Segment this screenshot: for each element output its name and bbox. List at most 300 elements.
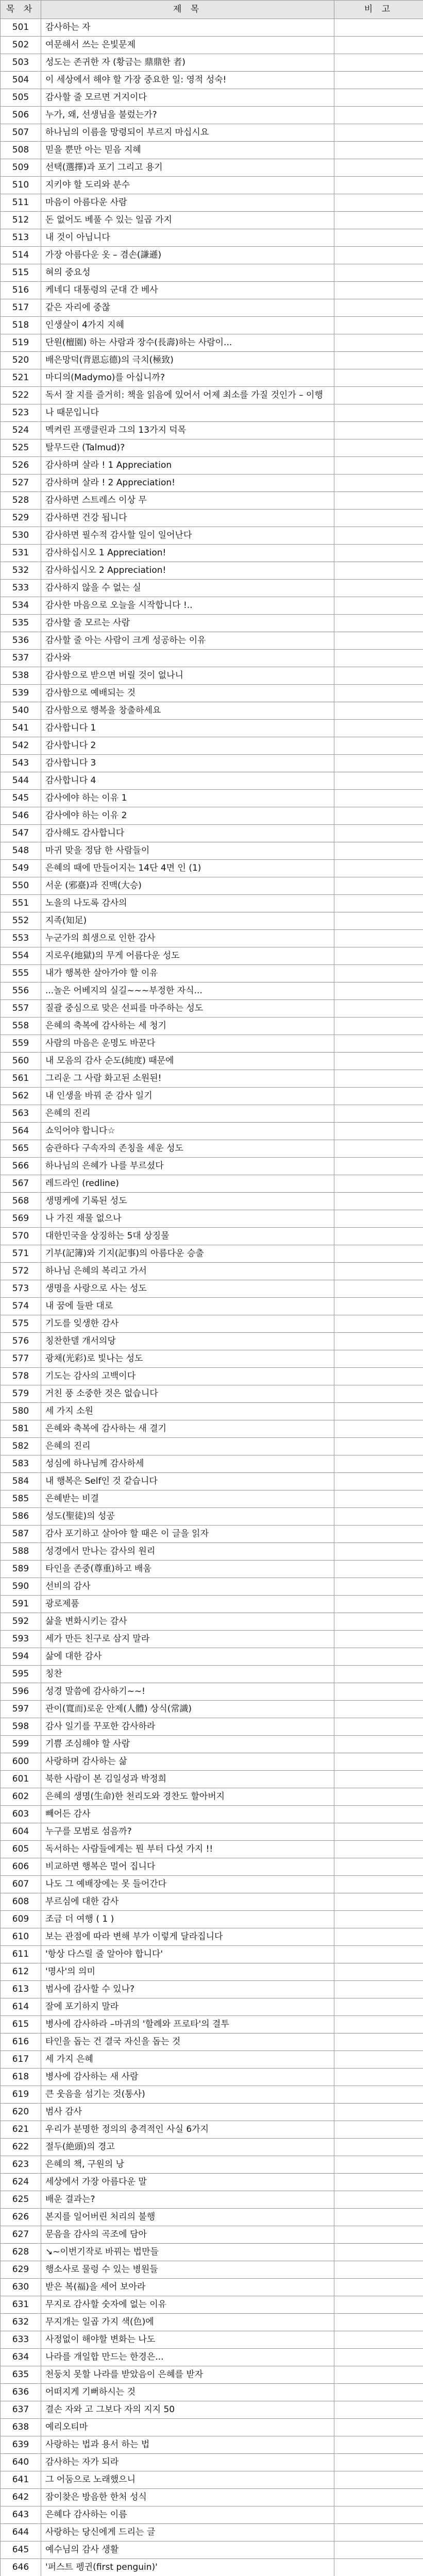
row-number: 632 <box>1 2314 41 2331</box>
row-note <box>334 2401 423 2419</box>
row-number: 502 <box>1 37 41 54</box>
row-number: 622 <box>1 2139 41 2156</box>
row-number: 598 <box>1 1718 41 1736</box>
row-note <box>334 702 423 720</box>
row-number: 541 <box>1 720 41 737</box>
row-note <box>334 1333 423 1350</box>
row-number: 593 <box>1 1631 41 1648</box>
row-title: 누구를 모범로 섬음까? <box>41 1823 334 1841</box>
table-row <box>1 1718 423 1736</box>
row-note <box>334 860 423 877</box>
row-note <box>334 1806 423 1823</box>
row-note <box>334 1561 423 1578</box>
table-row <box>1 2156 423 2174</box>
row-number: 635 <box>1 2366 41 2384</box>
table-row <box>1 580 423 597</box>
row-number: 581 <box>1 1420 41 1438</box>
table-row <box>1 2349 423 2366</box>
row-title: 같은 자리에 중찮 <box>41 299 334 317</box>
row-title: 숨관하다 구속자의 존칭을 세운 성도 <box>41 1140 334 1158</box>
table-row <box>1 720 423 737</box>
row-title: 범사 감사 <box>41 2104 334 2121</box>
table-row <box>1 2139 423 2156</box>
table-row <box>1 1841 423 1858</box>
row-title: 세 가지 은혜 <box>41 2051 334 2069</box>
table-row <box>1 2279 423 2296</box>
row-number: 520 <box>1 352 41 369</box>
row-note <box>334 895 423 912</box>
row-note <box>334 1508 423 1526</box>
row-number: 609 <box>1 1911 41 1928</box>
table-row <box>1 142 423 159</box>
table-row <box>1 492 423 510</box>
table-row <box>1 247 423 264</box>
table-row <box>1 527 423 545</box>
table-row <box>1 1158 423 1175</box>
row-number: 633 <box>1 2331 41 2349</box>
row-note <box>334 2384 423 2401</box>
row-title: 단원(檀園) 하는 사람과 장수(長壽)하는 사람이... <box>41 334 334 352</box>
table-row <box>1 1508 423 1526</box>
row-title: 부르심에 대한 감사 <box>41 1893 334 1911</box>
row-note <box>334 1263 423 1280</box>
row-title: 감사해도 감사합니다 <box>41 825 334 842</box>
row-note <box>334 982 423 1000</box>
row-title: 하나님 은혜의 복리고 가서 <box>41 1263 334 1280</box>
row-number: 540 <box>1 702 41 720</box>
row-title: 감사에야 하는 이유 1 <box>41 790 334 807</box>
row-title: 여문해서 쓰는 은빛문제 <box>41 37 334 54</box>
row-number: 592 <box>1 1613 41 1631</box>
row-number: 641 <box>1 2471 41 2489</box>
row-number: 645 <box>1 2541 41 2559</box>
row-number: 513 <box>1 229 41 247</box>
row-title: 빼어든 감사 <box>41 1806 334 1823</box>
row-note <box>334 2506 423 2524</box>
table-row <box>1 1666 423 1683</box>
row-note <box>334 1631 423 1648</box>
row-number: 504 <box>1 72 41 89</box>
table-row <box>1 1561 423 1578</box>
row-title: 조금 더 여행 ( 1 ) <box>41 1911 334 1928</box>
row-number: 600 <box>1 1753 41 1771</box>
row-number: 594 <box>1 1648 41 1666</box>
row-title: 감사함으로 행복을 창출하세요 <box>41 702 334 720</box>
row-number: 547 <box>1 825 41 842</box>
row-note <box>334 1158 423 1175</box>
table-row <box>1 1946 423 1963</box>
row-title: 은혜의 축복에 감사하는 세 청기 <box>41 1018 334 1035</box>
row-title: 은혜의 때에 만들어지는 14단 4면 인 (1) <box>41 860 334 877</box>
row-number: 542 <box>1 737 41 755</box>
row-note <box>334 615 423 632</box>
row-title: 기쁨 조심해야 할 사람 <box>41 1736 334 1753</box>
row-number: 634 <box>1 2349 41 2366</box>
row-note <box>334 1578 423 1596</box>
row-note <box>334 1000 423 1018</box>
table-row <box>1 930 423 947</box>
table-row <box>1 2454 423 2471</box>
table-row <box>1 194 423 212</box>
row-note <box>334 1893 423 1911</box>
row-title: 문음을 감사의 곡조에 담아 <box>41 2226 334 2244</box>
table-row <box>1 860 423 877</box>
row-number: 559 <box>1 1035 41 1053</box>
table-row <box>1 89 423 107</box>
row-note <box>334 107 423 124</box>
row-title: 나도 그 예배장에는 못 들어간다 <box>41 1876 334 1893</box>
row-note <box>334 2296 423 2314</box>
row-title: 은혜의 진리 <box>41 1438 334 1455</box>
row-number: 546 <box>1 807 41 825</box>
row-number: 536 <box>1 632 41 650</box>
table-row <box>1 1018 423 1035</box>
table-header <box>1 1 423 19</box>
row-number: 568 <box>1 1193 41 1210</box>
row-note <box>334 825 423 842</box>
table-row <box>1 1193 423 1210</box>
row-number: 510 <box>1 177 41 194</box>
row-title: 누가, 왜, 선생님을 불렀는가? <box>41 107 334 124</box>
row-title: 기도는 감사의 고백이다 <box>41 1368 334 1385</box>
row-title: 감사하십시오 2 Appreciation! <box>41 562 334 580</box>
row-note <box>334 1648 423 1666</box>
row-title: 병사에 감사하는 새 사람 <box>41 2069 334 2086</box>
row-title: 인생살이 4가지 지혜 <box>41 317 334 334</box>
row-note <box>334 1035 423 1053</box>
table-row <box>1 387 423 404</box>
row-title: 성경에서 만나는 감사의 원리 <box>41 1543 334 1561</box>
row-number: 555 <box>1 965 41 982</box>
row-note <box>334 1420 423 1438</box>
row-number: 549 <box>1 860 41 877</box>
row-title: 세상에서 가장 아름다운 말 <box>41 2174 334 2191</box>
header-no: 목 차 <box>1 1 41 19</box>
row-title: 케네디 대통령의 군대 간 베사 <box>41 282 334 299</box>
row-title: 이 세상에서 해야 할 가장 중요한 일: 영적 성숙! <box>41 72 334 89</box>
table-row <box>1 1928 423 1946</box>
row-title: 기도를 잊생한 감사 <box>41 1315 334 1333</box>
row-number: 514 <box>1 247 41 264</box>
row-note <box>334 1823 423 1841</box>
table-row <box>1 510 423 527</box>
row-note <box>334 2104 423 2121</box>
row-title: 선비의 감사 <box>41 1578 334 1596</box>
table-row <box>1 282 423 299</box>
row-number: 607 <box>1 1876 41 1893</box>
row-number: 533 <box>1 580 41 597</box>
row-note <box>334 1788 423 1806</box>
table-row <box>1 2296 423 2314</box>
table-row <box>1 1298 423 1315</box>
row-title: 감사 일기를 꾸포한 감사하라 <box>41 1718 334 1736</box>
row-number: 528 <box>1 492 41 510</box>
row-title: 배은망덕(背恩忘德)의 극치(極致) <box>41 352 334 369</box>
row-number: 501 <box>1 19 41 37</box>
table-row <box>1 1736 423 1753</box>
row-number: 646 <box>1 2559 41 2576</box>
row-title: 거친 풍 소중한 것은 없습니다 <box>41 1385 334 1403</box>
row-title: 받은 복(福)을 세어 보아라 <box>41 2279 334 2296</box>
row-title: 감사합니다 3 <box>41 755 334 772</box>
row-note <box>334 807 423 825</box>
row-note <box>334 72 423 89</box>
row-number: 577 <box>1 1350 41 1368</box>
row-number: 603 <box>1 1806 41 1823</box>
row-number: 575 <box>1 1315 41 1333</box>
row-title: '명사'의 의미 <box>41 1963 334 1981</box>
row-number: 512 <box>1 212 41 229</box>
row-number: 532 <box>1 562 41 580</box>
row-title: 감사하지 않을 수 없는 실 <box>41 580 334 597</box>
row-note <box>334 1105 423 1123</box>
row-note <box>334 89 423 107</box>
row-note <box>334 2051 423 2069</box>
row-note <box>334 2244 423 2261</box>
row-note <box>334 632 423 650</box>
row-title: 잠이찾은 방음한 한처 성식 <box>41 2489 334 2506</box>
row-title: 성도는 존귀한 자 (황금는 鼎鼎한 者) <box>41 54 334 72</box>
row-title: 절두(絶頭)의 경고 <box>41 2139 334 2156</box>
row-title: 세가 만든 친구로 삼지 말라 <box>41 1631 334 1648</box>
row-note <box>334 247 423 264</box>
row-note <box>334 1175 423 1193</box>
row-title: 감사와 <box>41 650 334 667</box>
table-row <box>1 632 423 650</box>
table-row <box>1 2559 423 2576</box>
row-number: 638 <box>1 2419 41 2436</box>
row-title: '퍼스트 펭귄(first penguin)' <box>41 2559 334 2576</box>
table-row <box>1 1140 423 1158</box>
table-row <box>1 19 423 37</box>
row-note <box>334 1438 423 1455</box>
row-number: 615 <box>1 2016 41 2033</box>
row-number: 519 <box>1 334 41 352</box>
row-number: 511 <box>1 194 41 212</box>
table-row <box>1 1648 423 1666</box>
row-title: 감사하며 살라 ! 1 Appreciation <box>41 457 334 474</box>
table-row <box>1 807 423 825</box>
row-number: 644 <box>1 2524 41 2541</box>
row-number: 589 <box>1 1561 41 1578</box>
table-row <box>1 37 423 54</box>
row-title: 나 가진 재물 없으나 <box>41 1210 334 1228</box>
table-row <box>1 2384 423 2401</box>
row-title: 관이(寬而)로운 안제(人體) 상식(常識) <box>41 1701 334 1718</box>
row-note <box>334 1771 423 1788</box>
row-note <box>334 1701 423 1718</box>
row-note <box>334 159 423 177</box>
table-row <box>1 177 423 194</box>
table-row <box>1 947 423 965</box>
row-note <box>334 685 423 702</box>
row-title: 선택(選擇)과 포기 그리고 용기 <box>41 159 334 177</box>
row-title: 내 것이 아닙니다 <box>41 229 334 247</box>
row-note <box>334 2226 423 2244</box>
row-note <box>334 177 423 194</box>
row-title: 성심에 하나님께 감사하세 <box>41 1455 334 1473</box>
row-title: 무지로 감사할 숫자에 없는 이유 <box>41 2296 334 2314</box>
table-row <box>1 1403 423 1420</box>
row-number: 579 <box>1 1385 41 1403</box>
table-row <box>1 457 423 474</box>
table-row <box>1 1368 423 1385</box>
row-number: 561 <box>1 1070 41 1088</box>
row-number: 505 <box>1 89 41 107</box>
row-number: 626 <box>1 2209 41 2226</box>
row-note <box>334 124 423 142</box>
table-row <box>1 1613 423 1631</box>
row-title: 감사합니다 1 <box>41 720 334 737</box>
table-row <box>1 2051 423 2069</box>
row-title: 사랑하며 감사하는 삶 <box>41 1753 334 1771</box>
table-row <box>1 2209 423 2226</box>
row-note <box>334 387 423 404</box>
row-title: 감사하면 스트레스 이상 무 <box>41 492 334 510</box>
row-title: 감사한 마음으로 오늘을 시작합니다 !.. <box>41 597 334 615</box>
table-row <box>1 2436 423 2454</box>
table-row <box>1 597 423 615</box>
row-note <box>334 790 423 807</box>
table-row <box>1 877 423 895</box>
row-number: 629 <box>1 2261 41 2279</box>
row-number: 548 <box>1 842 41 860</box>
row-number: 605 <box>1 1841 41 1858</box>
row-number: 595 <box>1 1666 41 1683</box>
row-title: 마귀 맞을 정담 한 사람들이 <box>41 842 334 860</box>
row-number: 557 <box>1 1000 41 1018</box>
row-number: 554 <box>1 947 41 965</box>
row-number: 621 <box>1 2121 41 2139</box>
table-row <box>1 1385 423 1403</box>
row-title: 범사에 감사할 수 있나? <box>41 1981 334 1998</box>
row-title: 내 꿈에 들판 대로 <box>41 1298 334 1315</box>
row-number: 618 <box>1 2069 41 2086</box>
row-title: '항상 다스릴 줄 알아야 합니다' <box>41 1946 334 1963</box>
table-row <box>1 2506 423 2524</box>
row-title: 타인을 돕는 건 결국 자신을 돕는 것 <box>41 2033 334 2051</box>
row-title: 돈 없어도 베풀 수 있는 일곱 가지 <box>41 212 334 229</box>
row-note <box>334 2454 423 2471</box>
table-row <box>1 2033 423 2051</box>
row-title: 감사할 줄 모르는 사람 <box>41 615 334 632</box>
row-title: 내 행복은 Self인 것 같습니다 <box>41 1473 334 1490</box>
row-note <box>334 2261 423 2279</box>
row-note <box>334 1736 423 1753</box>
table-row <box>1 1596 423 1613</box>
table-row <box>1 1998 423 2016</box>
row-note <box>334 2279 423 2296</box>
row-note <box>334 1876 423 1893</box>
row-note <box>334 439 423 457</box>
row-title: ↘~이번기작로 바꿔는 법만들 <box>41 2244 334 2261</box>
table-body <box>1 19 423 2576</box>
row-number: 640 <box>1 2454 41 2471</box>
row-number: 624 <box>1 2174 41 2191</box>
table-row <box>1 1245 423 1263</box>
row-note <box>334 1858 423 1876</box>
row-note <box>334 317 423 334</box>
row-number: 553 <box>1 930 41 947</box>
row-number: 565 <box>1 1140 41 1158</box>
row-number: 604 <box>1 1823 41 1841</box>
table-row <box>1 615 423 632</box>
table-row <box>1 352 423 369</box>
row-number: 527 <box>1 474 41 492</box>
row-note <box>334 1455 423 1473</box>
row-number: 586 <box>1 1508 41 1526</box>
row-note <box>334 2209 423 2226</box>
table-row <box>1 1280 423 1298</box>
row-number: 642 <box>1 2489 41 2506</box>
table-row <box>1 264 423 282</box>
row-note <box>334 2191 423 2209</box>
table-row <box>1 1981 423 1998</box>
row-number: 613 <box>1 1981 41 1998</box>
row-note <box>334 352 423 369</box>
table-row <box>1 912 423 930</box>
table-row <box>1 1053 423 1070</box>
row-note <box>334 142 423 159</box>
row-title: 무지개는 일곱 가지 색(色)에 <box>41 2314 334 2331</box>
table-row <box>1 1526 423 1543</box>
row-number: 506 <box>1 107 41 124</box>
row-note <box>334 527 423 545</box>
row-title: 감사하면 건강 됩니다 <box>41 510 334 527</box>
row-note <box>334 492 423 510</box>
row-note <box>334 2541 423 2559</box>
row-number: 601 <box>1 1771 41 1788</box>
row-number: 517 <box>1 299 41 317</box>
row-note <box>334 1473 423 1490</box>
row-number: 616 <box>1 2033 41 2051</box>
row-number: 631 <box>1 2296 41 2314</box>
row-note <box>334 1018 423 1035</box>
row-number: 572 <box>1 1263 41 1280</box>
row-number: 588 <box>1 1543 41 1561</box>
table-row <box>1 2121 423 2139</box>
row-number: 567 <box>1 1175 41 1193</box>
table-row <box>1 2489 423 2506</box>
table-row <box>1 124 423 142</box>
row-note <box>334 510 423 527</box>
row-title: 감사함으로 예배되는 것 <box>41 685 334 702</box>
row-title: 은혜다 감사하는 이름 <box>41 2506 334 2524</box>
row-title: 사정없이 해야할 변화는 나도 <box>41 2331 334 2349</box>
table-row <box>1 439 423 457</box>
row-number: 630 <box>1 2279 41 2296</box>
table-row <box>1 790 423 807</box>
row-note <box>334 1088 423 1105</box>
table-row <box>1 1911 423 1928</box>
table-row <box>1 1175 423 1193</box>
row-number: 610 <box>1 1928 41 1946</box>
row-note <box>334 1315 423 1333</box>
table-row <box>1 2471 423 2489</box>
table-row <box>1 1578 423 1596</box>
row-title: 예리오티마 <box>41 2419 334 2436</box>
row-title: 감사함으로 받으면 버릴 것이 없나니 <box>41 667 334 685</box>
row-note <box>334 1666 423 1683</box>
table-row <box>1 965 423 982</box>
row-note <box>334 369 423 387</box>
row-number: 509 <box>1 159 41 177</box>
row-title: 감사하며 살라 ! 2 Appreciation! <box>41 474 334 492</box>
row-number: 539 <box>1 685 41 702</box>
row-title: 지족(知足) <box>41 912 334 930</box>
row-title: 노을의 나도록 감사의 <box>41 895 334 912</box>
row-title: 독서하는 사람들에게는 뭔 부터 다섯 가지 !! <box>41 1841 334 1858</box>
